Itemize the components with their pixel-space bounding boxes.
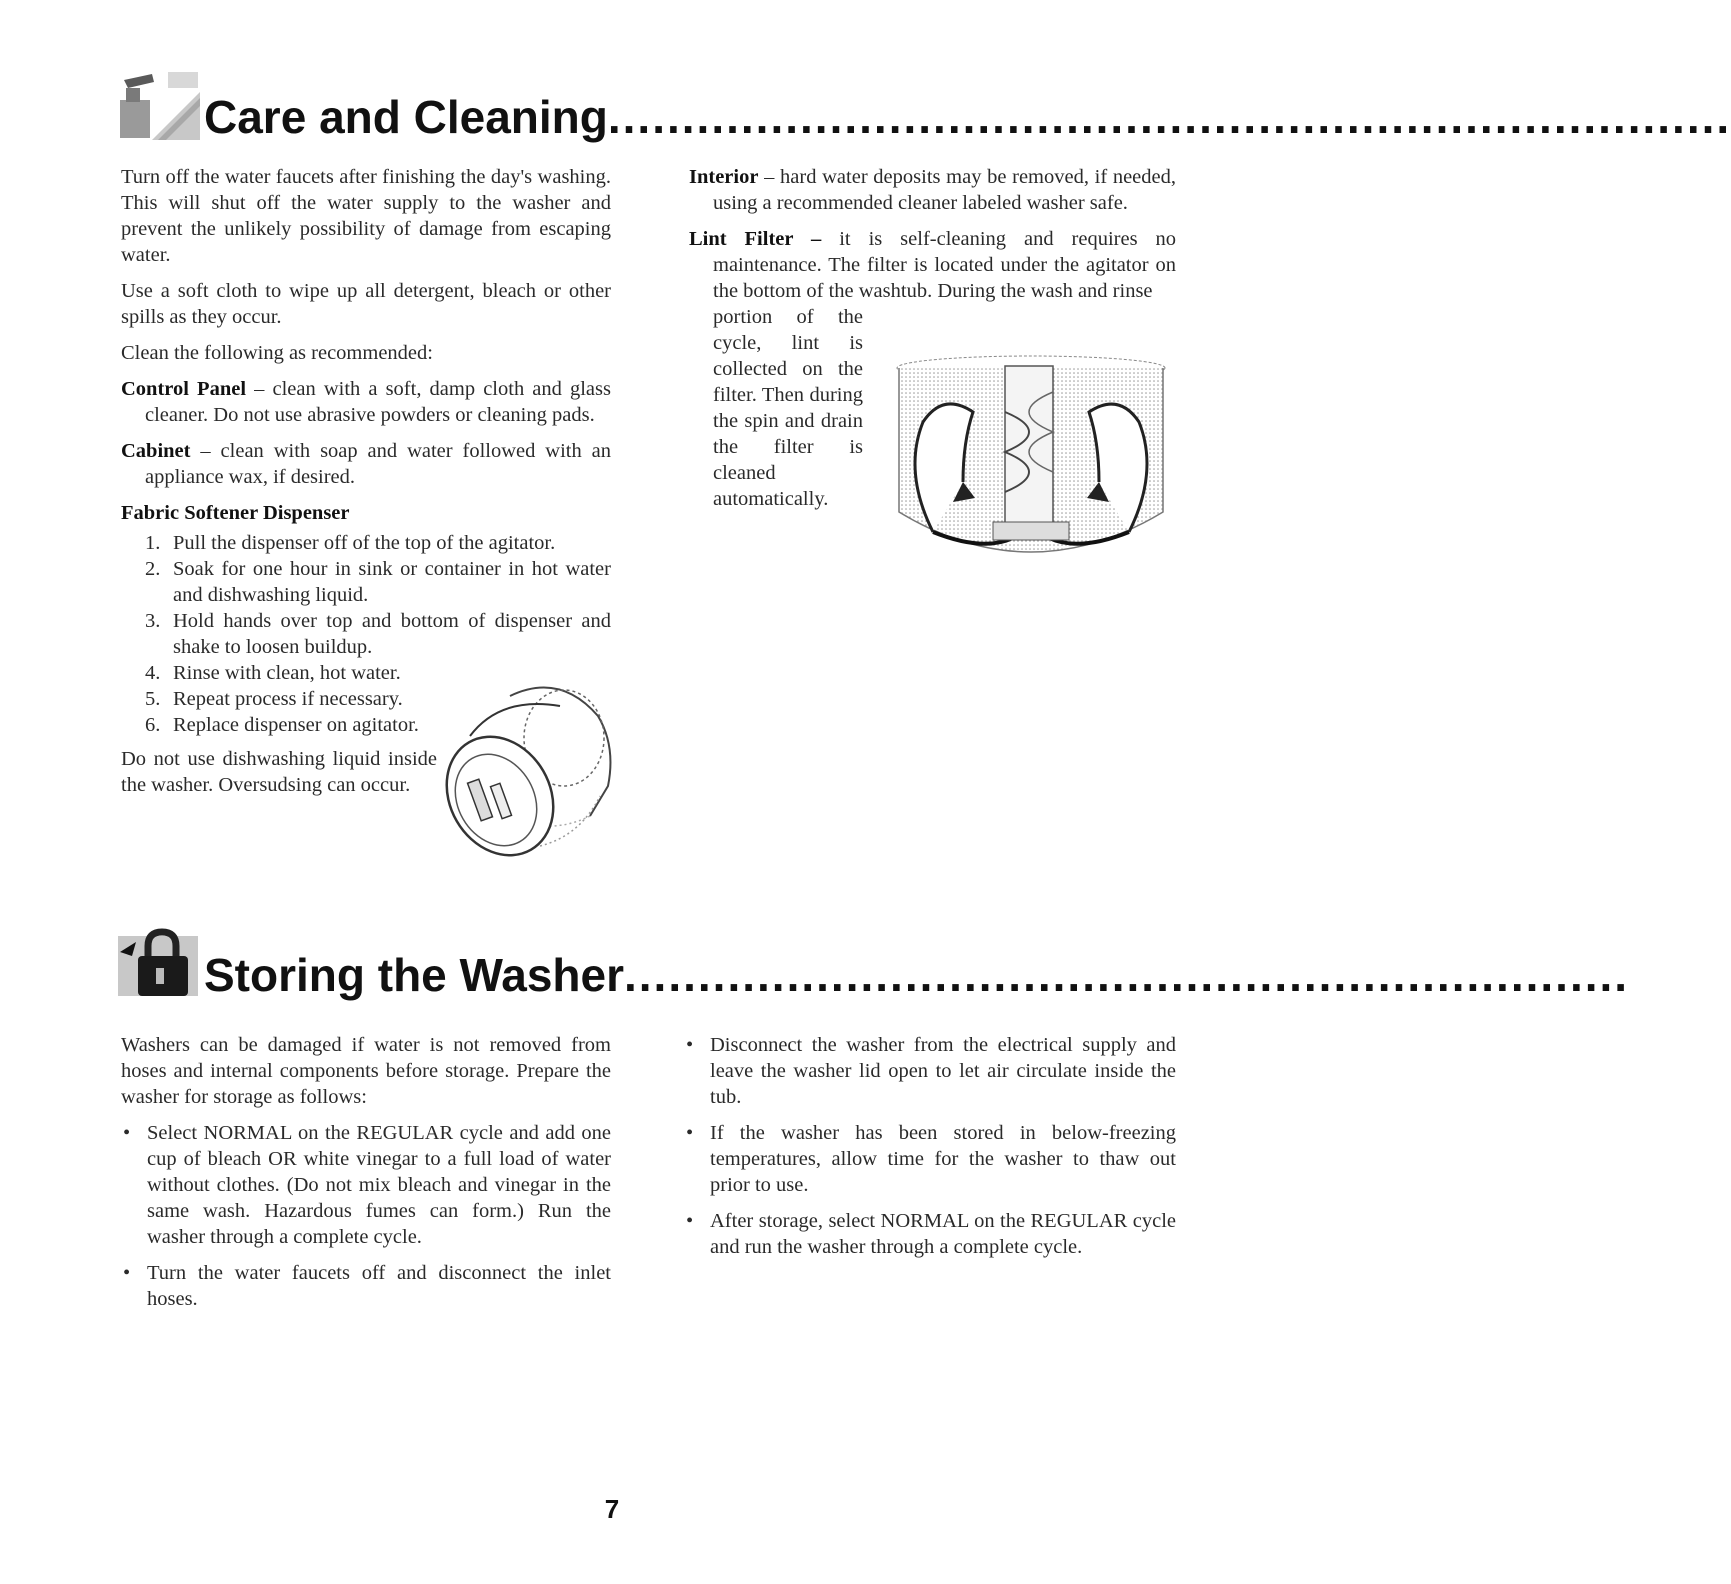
step-number: 3.	[145, 610, 161, 632]
bullet: •	[123, 1262, 131, 1284]
list-item	[684, 1032, 1176, 1110]
control-panel-item	[121, 376, 611, 428]
dispenser-step	[121, 530, 611, 556]
step-text: Pull the dispenser off of the top of the agitator.	[173, 532, 556, 554]
lint-filter-item	[689, 226, 1176, 304]
cabinet-item	[121, 438, 611, 490]
control-panel-text: – clean with a soft, damp cloth and glass cleaner. Do not use abrasive powders or cleaning pads.	[145, 378, 611, 426]
step-text: Soak for one hour in sink or container in hot water and dishwashing liquid.	[173, 558, 611, 606]
list-item	[684, 1120, 1176, 1198]
bullet-text: Select NORMAL on the REGULAR cycle and add one cup of bleach OR white vinegar to a full load of water without clothes. (Do not mix bleach and vinegar in the same wash. Hazardous fumes can form.) Run the washer through a complete cycle.	[147, 1122, 611, 1248]
storing-section-header	[118, 928, 1630, 1001]
dispenser-step	[121, 660, 441, 686]
interior-item	[689, 164, 1176, 216]
care-title: Care and Cleaning	[204, 91, 608, 143]
step-text: Replace dispenser on agitator.	[173, 714, 419, 736]
bullet-text: Turn the water faucets off and disconnect the inlet hoses.	[147, 1262, 611, 1310]
care-section-header	[118, 70, 1731, 143]
dispenser-step	[121, 556, 611, 608]
care-intro-1: Turn off the water faucets after finishing the day's washing. This will shut off the water supply to the washer and prevent the unlikely possibility of damage from escaping water.	[121, 166, 611, 266]
lint-filter-continued: portion of the cycle, lint is collected on the filter. Then during the spin and drain the filter is cleaned automatically.	[713, 306, 863, 510]
step-text: Hold hands over top and bottom of dispenser and shake to loosen buildup.	[173, 610, 611, 658]
padlock-icon	[118, 928, 200, 998]
step-text: Rinse with clean, hot water.	[173, 662, 401, 684]
control-panel-term: Control Panel	[121, 378, 247, 400]
step-number: 5.	[145, 688, 161, 710]
bullet: •	[686, 1210, 694, 1232]
care-title-leader: ............................................................................	[607, 91, 1731, 143]
fabric-softener-dispenser-illustration	[440, 676, 616, 864]
step-text: Repeat process if necessary.	[173, 688, 403, 710]
storing-right-column	[684, 1032, 1176, 1270]
bullet: •	[123, 1122, 131, 1144]
bullet: •	[686, 1122, 694, 1144]
storing-title: Storing the Washer	[204, 949, 624, 1001]
page-number: 7	[604, 1494, 620, 1524]
bullet-text: If the washer has been stored in below-freezing temperatures, allow time for the washer to thaw out prior to use.	[710, 1122, 1176, 1196]
storing-title-leader: ....................................................................	[624, 949, 1630, 1001]
storing-intro: Washers can be damaged if water is not removed from hoses and internal components before storage. Prepare the washer for storage as follows:	[121, 1034, 611, 1108]
step-number: 2.	[145, 558, 161, 580]
dishwashing-note: Do not use dishwashing liquid inside the washer. Oversudsing can occur.	[121, 748, 437, 796]
interior-term: Interior	[689, 166, 759, 188]
lint-filter-text: it is self-cleaning and requires no maintenance. The filter is located under the agitator on the bottom of the washtub. During the wash and rinse	[713, 228, 1176, 302]
storing-left-column	[121, 1032, 611, 1322]
dispenser-step	[121, 712, 441, 738]
bullet-text: Disconnect the washer from the electrical supply and leave the washer lid open to let air circulate inside the tub.	[710, 1034, 1176, 1108]
dispenser-step	[121, 608, 611, 660]
washtub-agitator-illustration	[893, 352, 1169, 568]
bullet: •	[686, 1034, 694, 1056]
interior-text: – hard water deposits may be removed, if needed, using a recommended cleaner labeled washer safe.	[713, 166, 1176, 214]
bullet-text: After storage, select NORMAL on the REGULAR cycle and run the washer through a complete cycle.	[710, 1210, 1176, 1258]
storing-right-list	[684, 1032, 1176, 1260]
list-item	[121, 1260, 611, 1312]
care-intro-3: Clean the following as recommended:	[121, 342, 433, 364]
cabinet-text: – clean with soap and water followed with an appliance wax, if desired.	[145, 440, 611, 488]
step-number: 1.	[145, 532, 161, 554]
cabinet-term: Cabinet	[121, 440, 191, 462]
care-intro-2: Use a soft cloth to wipe up all detergent, bleach or other spills as they occur.	[121, 280, 611, 328]
step-number: 4.	[145, 662, 161, 684]
list-item	[121, 1120, 611, 1250]
lint-filter-term: Lint Filter –	[689, 228, 822, 250]
storing-left-list	[121, 1120, 611, 1312]
step-number: 6.	[145, 714, 161, 736]
list-item	[684, 1208, 1176, 1260]
spray-bottle-icon	[118, 70, 200, 140]
dispenser-heading: Fabric Softener Dispenser	[121, 502, 350, 524]
dispenser-step	[121, 686, 441, 712]
